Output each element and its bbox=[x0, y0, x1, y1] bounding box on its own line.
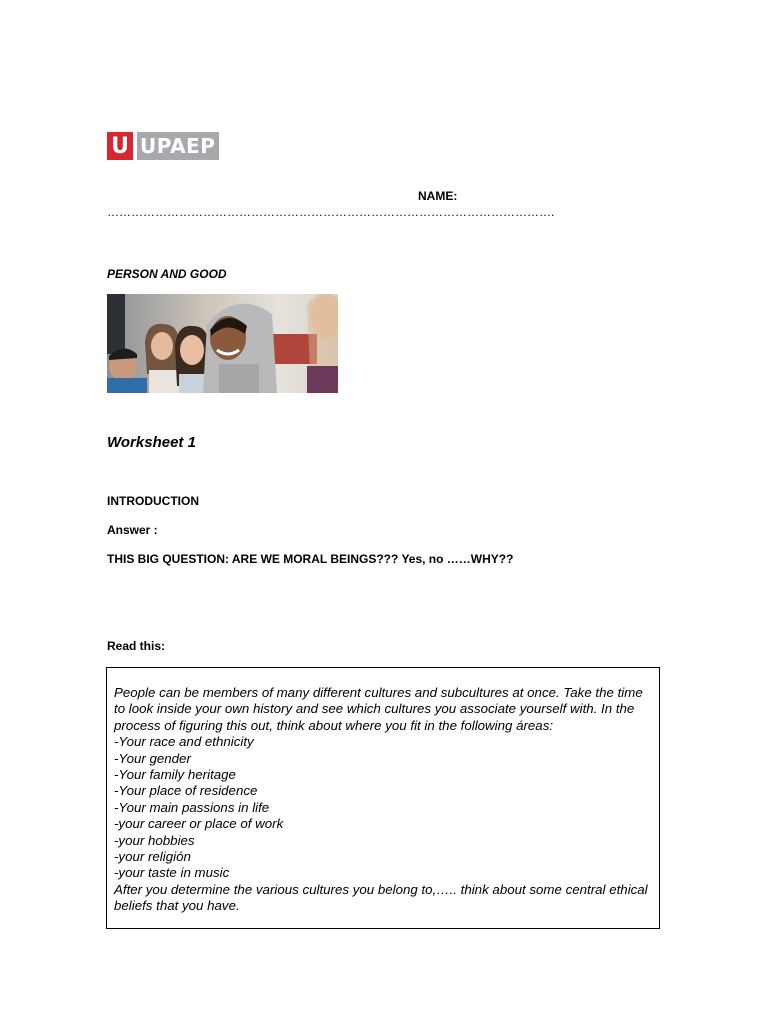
students-photo bbox=[107, 294, 338, 393]
reading-paragraph: People can be members of many different cultures and subcultures at once. Take the time to look inside your own history and see which cultures you associate yourself with. In the process of figuring this out, think about where you fit in the following áreas: bbox=[114, 685, 643, 733]
read-this-label: Read this: bbox=[107, 639, 166, 653]
list-item: -Your main passions in life bbox=[114, 799, 270, 815]
answer-label: Answer : bbox=[107, 523, 158, 537]
list-item: -your career or place of work bbox=[114, 816, 284, 832]
name-label: NAME: bbox=[418, 189, 458, 203]
big-question: THIS BIG QUESTION: ARE WE MORAL BEINGS??? Yes, no ……WHY?? bbox=[107, 552, 514, 566]
worksheet-title: Worksheet 1 bbox=[107, 434, 196, 451]
list-item: -Your gender bbox=[114, 750, 191, 766]
list-item: -your taste in music bbox=[114, 865, 230, 881]
list-item: -Your place of residence bbox=[114, 783, 258, 799]
logo-text: UPAEP bbox=[137, 132, 219, 160]
closing-paragraph: After you determine the various cultures you belong to,….. think about some central ethical beliefs that you have. bbox=[114, 881, 648, 914]
list-item: -Your race and ethnicity bbox=[114, 734, 254, 750]
list-item: -your religión bbox=[114, 849, 191, 865]
upaep-logo bbox=[107, 132, 219, 160]
reading-box bbox=[106, 667, 660, 929]
list-item: -Your family heritage bbox=[114, 767, 236, 783]
list-item: -your hobbies bbox=[114, 832, 195, 848]
logo-mark: U bbox=[107, 132, 133, 160]
subject-heading: PERSON AND GOOD bbox=[107, 267, 227, 281]
introduction-heading: INTRODUCTION bbox=[107, 494, 199, 508]
name-line: …………………………………………………………………………………………………. bbox=[107, 205, 555, 219]
